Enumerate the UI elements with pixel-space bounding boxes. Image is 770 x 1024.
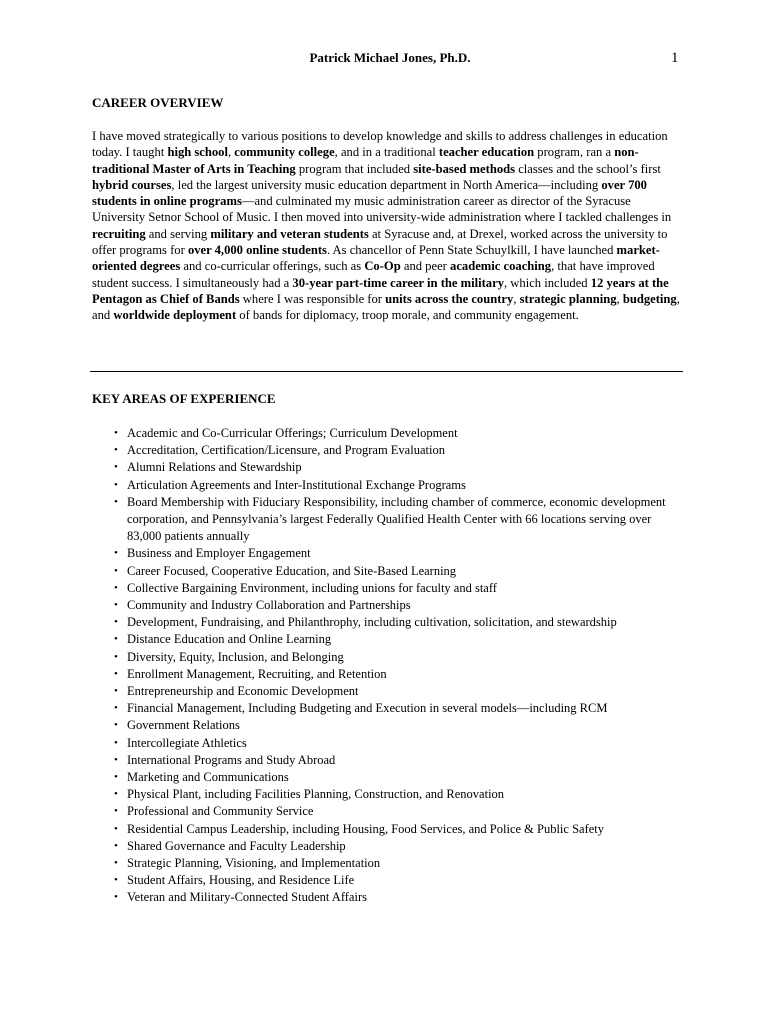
overview-emphasis: hybrid courses (92, 177, 172, 192)
overview-text-run: —and culminated my music administration career as director of the Syracuse University Setnor School of Music. I then moved into university-wide administration where I tackled challenges in (92, 194, 672, 225)
key-area-item (110, 580, 685, 597)
bullet-icon: • (114, 805, 118, 818)
overview-emphasis: over 700 students in online programs (92, 177, 647, 209)
key-area-item (110, 477, 685, 494)
key-area-item (110, 563, 685, 580)
key-area-label: Articulation Agreements and Inter-Institutional Exchange Programs (127, 477, 466, 492)
key-area-label: Development, Fundraising, and Philanthrophy, including cultivation, solicitation, and stewardship (127, 615, 617, 630)
bullet-icon: • (114, 564, 118, 577)
key-areas-heading: KEY AREAS OF EXPERIENCE (92, 391, 276, 406)
overview-text-run: , led the largest university music education department in North America—including (171, 177, 602, 192)
key-area-label: Career Focused, Cooperative Education, and Site-Based Learning (127, 563, 457, 578)
overview-emphasis: community college (234, 145, 335, 160)
key-area-label: Marketing and Communications (127, 770, 289, 785)
key-area-item (110, 717, 685, 734)
key-area-label: Accreditation, Certification/Licensure, and Program Evaluation (127, 443, 445, 458)
overview-text-run: , and (92, 291, 680, 323)
overview-emphasis: over 4,000 online students (187, 243, 327, 258)
bullet-icon: • (114, 547, 118, 560)
overview-text-run: and co-curricular offerings, such as (180, 259, 365, 274)
bullet-icon: • (114, 736, 118, 749)
overview-emphasis: non-traditional Master of Arts in Teaching (92, 145, 639, 176)
page-number: 1 (671, 50, 679, 66)
key-area-label: Collective Bargaining Environment, including unions for faculty and staff (127, 580, 497, 595)
overview-text-run: I have moved strategically to various positions to develop knowledge and skills to address challenges in education today. I taught (92, 129, 668, 160)
header-name: Patrick Michael Jones, Ph.D. (309, 50, 471, 65)
key-area-label: International Programs and Study Abroad (127, 752, 336, 767)
bullet-icon: • (114, 788, 118, 801)
overview-text-run: where I was responsible for (239, 291, 386, 306)
bullet-icon: • (114, 427, 118, 439)
overview-emphasis: teacher education (438, 145, 535, 160)
key-area-item (110, 614, 685, 631)
key-area-item (110, 494, 685, 546)
overview-emphasis: market-oriented degrees (92, 243, 660, 274)
overview-emphasis: academic coaching (450, 259, 552, 274)
key-area-item (110, 597, 685, 614)
key-area-item (110, 838, 685, 855)
overview-emphasis: 30-year part-time career in the military (292, 275, 504, 290)
bullet-icon: • (114, 702, 118, 715)
overview-text-run: at Syracuse and, at Drexel, worked across the university to offer programs for (92, 226, 668, 258)
key-area-item (110, 889, 685, 906)
key-area-label: Residential Campus Leadership, including Housing, Food Services, and Police & Public Safety (127, 821, 605, 836)
overview-text-run: , (513, 291, 520, 306)
key-area-label: Financial Management, Including Budgeting and Execution in several models—including RCM (127, 701, 608, 716)
bullet-icon: • (114, 685, 118, 698)
key-area-item (110, 872, 685, 889)
key-area-item (110, 631, 685, 648)
key-area-item (110, 735, 685, 752)
bullet-icon: • (114, 753, 118, 766)
bullet-icon: • (114, 633, 118, 646)
overview-emphasis: budgeting (622, 291, 677, 306)
overview-emphasis: Co-Op (364, 259, 401, 274)
overview-text-run: and peer (400, 259, 451, 274)
bullet-icon: • (114, 461, 118, 474)
bullet-icon: • (114, 581, 118, 594)
key-area-label: Shared Governance and Faculty Leadership (127, 838, 346, 853)
key-area-label: Board Membership with Fiduciary Responsibility, including chamber of commerce, economic development corporation, and Pennsylvania’s largest Federally Qualified Health Center with 66 locations serving over 83,000 patients annually (127, 494, 666, 544)
overview-text-run: , that have improved student success. I simultaneously had a (92, 259, 655, 290)
key-area-item (110, 752, 685, 769)
key-area-label: Physical Plant, including Facilities Planning, Construction, and Renovation (127, 787, 505, 802)
key-area-label: Diversity, Equity, Inclusion, and Belonging (127, 649, 344, 664)
bullet-icon: • (114, 719, 118, 732)
overview-emphasis: recruiting (92, 226, 146, 241)
running-header (0, 49, 770, 67)
overview-emphasis: site-based methods (413, 161, 516, 176)
overview-text-run: program, ran a (534, 145, 615, 160)
key-area-item (110, 459, 685, 476)
key-area-item (110, 700, 685, 717)
overview-text-run: of bands for diplomacy, troop morale, and community engagement. (236, 308, 579, 323)
overview-emphasis: strategic planning (519, 291, 617, 306)
bullet-icon: • (114, 891, 118, 904)
key-area-label: Entrepreneurship and Economic Development (127, 684, 359, 699)
key-area-label: Professional and Community Service (127, 804, 314, 819)
key-area-item (110, 786, 685, 803)
overview-text-run: and serving (145, 226, 211, 241)
bullet-icon: • (114, 616, 118, 629)
overview-emphasis: high school (167, 145, 228, 160)
bullet-icon: • (114, 478, 118, 491)
overview-text-run: , (616, 291, 623, 306)
key-areas-list (110, 425, 685, 907)
bullet-icon: • (114, 857, 118, 870)
overview-emphasis: military and veteran students (210, 226, 369, 241)
section-divider (90, 371, 683, 372)
bullet-icon: • (114, 495, 118, 508)
bullet-icon: • (114, 874, 118, 887)
key-area-item (110, 649, 685, 666)
overview-emphasis: worldwide deployment (113, 308, 237, 323)
key-area-label: Enrollment Management, Recruiting, and Retention (127, 666, 387, 681)
key-area-label: Government Relations (127, 718, 240, 733)
key-area-item (110, 821, 685, 838)
overview-text-run: , which included (504, 275, 591, 290)
overview-text-run: . As chancellor of Penn State Schuylkill, I have launched (326, 243, 617, 258)
key-area-item (110, 683, 685, 700)
key-area-label: Academic and Co-Curricular Offerings; Curriculum Development (127, 426, 458, 440)
key-area-item (110, 442, 685, 459)
bullet-icon: • (114, 444, 118, 457)
key-area-label: Distance Education and Online Learning (127, 632, 332, 647)
overview-emphasis: 12 years at the Pentagon as Chief of Bands (92, 275, 669, 306)
overview-text-run: classes and the school’s first (515, 161, 661, 176)
career-overview-heading: CAREER OVERVIEW (92, 95, 224, 110)
bullet-icon: • (114, 839, 118, 852)
key-area-label: Alumni Relations and Stewardship (127, 460, 302, 475)
key-area-item (110, 855, 685, 872)
key-area-label: Strategic Planning, Visioning, and Implementation (127, 856, 381, 871)
key-area-label: Community and Industry Collaboration and Partnerships (127, 598, 411, 613)
key-area-label: Intercollegiate Athletics (127, 735, 247, 750)
bullet-icon: • (114, 667, 118, 680)
bullet-icon: • (114, 771, 118, 784)
overview-emphasis: units across the country (385, 291, 514, 306)
bullet-icon: • (114, 822, 118, 835)
key-area-label: Business and Employer Engagement (127, 546, 311, 561)
key-area-label: Student Affairs, Housing, and Residence Life (127, 873, 355, 888)
bullet-icon: • (114, 650, 118, 663)
bullet-icon: • (114, 599, 118, 612)
key-area-item (110, 769, 685, 786)
key-area-item (110, 545, 685, 562)
key-area-item (110, 425, 685, 442)
overview-text-run: , and in a traditional (334, 145, 439, 160)
key-area-item (110, 803, 685, 820)
overview-text-run: program that included (295, 161, 414, 176)
key-area-label: Veteran and Military-Connected Student Affairs (127, 890, 367, 905)
key-area-item (110, 666, 685, 683)
overview-text-run: , (227, 145, 235, 160)
career-overview-paragraph (92, 128, 682, 324)
